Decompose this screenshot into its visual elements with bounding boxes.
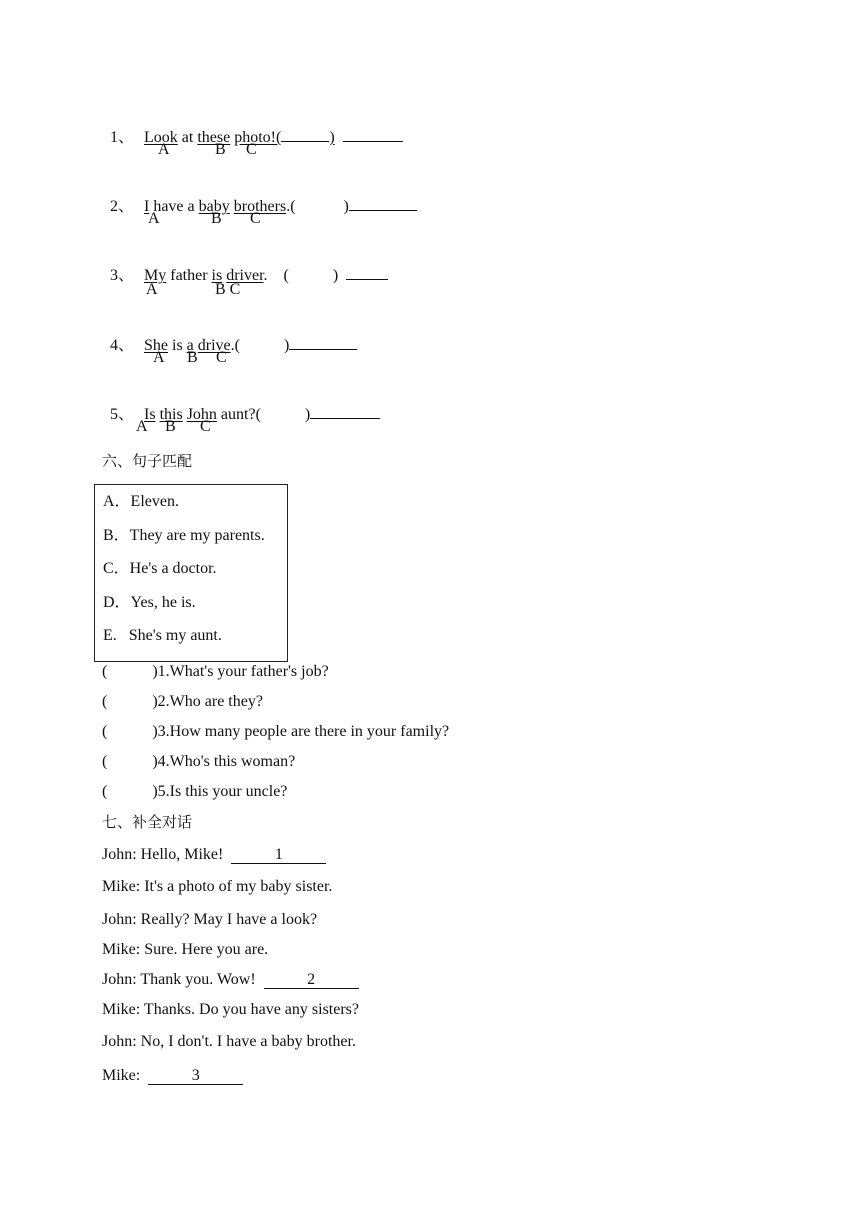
word-c: photo!( [234, 129, 282, 146]
question-text: )3.How many people are there in your family? [152, 723, 450, 740]
word-a: Look [144, 129, 178, 146]
answer-c: C．He's a doctor. [103, 560, 217, 577]
paren-close: ) [332, 267, 339, 284]
dialogue-line-7: John: No, I don't. I have a baby brother. [102, 1033, 356, 1050]
dialogue-text: John: Thank you. Wow! [102, 971, 264, 988]
word: have a [149, 198, 199, 215]
item-number: 1、 [110, 129, 135, 146]
word-b: these [197, 129, 231, 146]
opt-a: A [148, 210, 160, 227]
question-text: )1.What's your father's job? [152, 663, 329, 680]
word-a: Is [144, 406, 156, 423]
word-c: drive [197, 337, 231, 354]
word-c: driver [226, 267, 264, 284]
item-number: 5、 [110, 406, 135, 423]
word-c: brothers [233, 198, 287, 215]
correction-blank[interactable] [343, 126, 403, 142]
question-text: )4.Who's this woman? [152, 753, 296, 770]
dialogue-line-6: Mike: Thanks. Do you have any sisters? [102, 1001, 359, 1018]
opt-a: A [153, 349, 165, 366]
word: . ( [263, 267, 289, 284]
opt-b: B [165, 418, 176, 435]
word-c: John [186, 406, 217, 423]
word-a: My [144, 267, 167, 284]
answer-e: E. She's my aunt. [103, 627, 222, 644]
question-text: )2.Who are they? [152, 693, 263, 710]
dialogue-line-1 [102, 845, 326, 865]
answer-d: D．Yes, he is. [103, 594, 196, 611]
question-text: )5.Is this your uncle? [152, 783, 288, 800]
match-question-1 [102, 662, 329, 682]
dialogue-line-5 [102, 970, 359, 990]
word-b: this [159, 406, 183, 423]
dialogue-line-8 [102, 1066, 243, 1086]
item-number: 2、 [110, 198, 135, 215]
opt-bc: B C [215, 281, 241, 298]
answer-paren-blank[interactable] [281, 126, 329, 142]
opt-c: C [200, 418, 211, 435]
word-a: I [144, 198, 150, 215]
paren-open: ( [102, 753, 108, 770]
opt-a: A [146, 281, 158, 298]
answer-b: B．They are my parents. [103, 527, 265, 544]
item-number: 3、 [110, 267, 135, 284]
opt-c: C [250, 210, 261, 227]
paren-open: ( [102, 663, 108, 680]
dialogue-blank-2[interactable]: 2 [264, 972, 359, 989]
correction-blank[interactable] [349, 195, 417, 211]
match-question-5 [102, 782, 287, 802]
item-number: 4、 [110, 337, 135, 354]
dialogue-blank-3[interactable]: 3 [148, 1068, 243, 1085]
opt-c: C [246, 141, 257, 158]
paren-open: ( [102, 693, 108, 710]
section6-title: 六、句子匹配 [102, 452, 193, 470]
word: .( [230, 337, 240, 354]
paren-close: ) [283, 337, 290, 354]
word-b: a [186, 337, 194, 354]
match-question-2 [102, 692, 263, 712]
opt-b: B [215, 141, 226, 158]
word: aunt?( [216, 406, 261, 423]
dialogue-blank-1[interactable]: 1 [231, 847, 326, 864]
paren-open: ( [102, 783, 108, 800]
word: at [177, 129, 198, 146]
correction-blank[interactable] [346, 264, 388, 280]
dialogue-line-3: John: Really? May I have a look? [102, 911, 318, 928]
word: .( [286, 198, 296, 215]
opt-a: A [158, 141, 170, 158]
word-b: is [211, 267, 223, 284]
correction-blank[interactable] [310, 403, 380, 419]
paren-close: ) [304, 406, 311, 423]
word: father [166, 267, 212, 284]
s5-item-4 [102, 314, 357, 356]
dialogue-line-2: Mike: It's a photo of my baby sister. [102, 878, 333, 895]
word-a: She [144, 337, 168, 354]
paren-close: ) [329, 129, 335, 146]
match-question-3 [102, 722, 449, 742]
paren-close: ) [343, 198, 349, 215]
section7-title: 七、补全对话 [102, 813, 193, 831]
match-question-4 [102, 752, 295, 772]
s5-item-3 [102, 244, 388, 286]
word: is [168, 337, 187, 354]
opt-c: C [216, 349, 227, 366]
opt-b: B [187, 349, 198, 366]
answer-a: A．Eleven. [103, 493, 179, 510]
dialogue-line-4: Mike: Sure. Here you are. [102, 941, 269, 958]
opt-b: B [211, 210, 222, 227]
correction-blank[interactable] [289, 334, 357, 350]
paren-open: ( [102, 723, 108, 740]
dialogue-text: John: Hello, Mike! [102, 846, 232, 863]
word-b: baby [198, 198, 230, 215]
dialogue-text: Mike: [102, 1067, 149, 1084]
opt-a: A [136, 418, 148, 435]
